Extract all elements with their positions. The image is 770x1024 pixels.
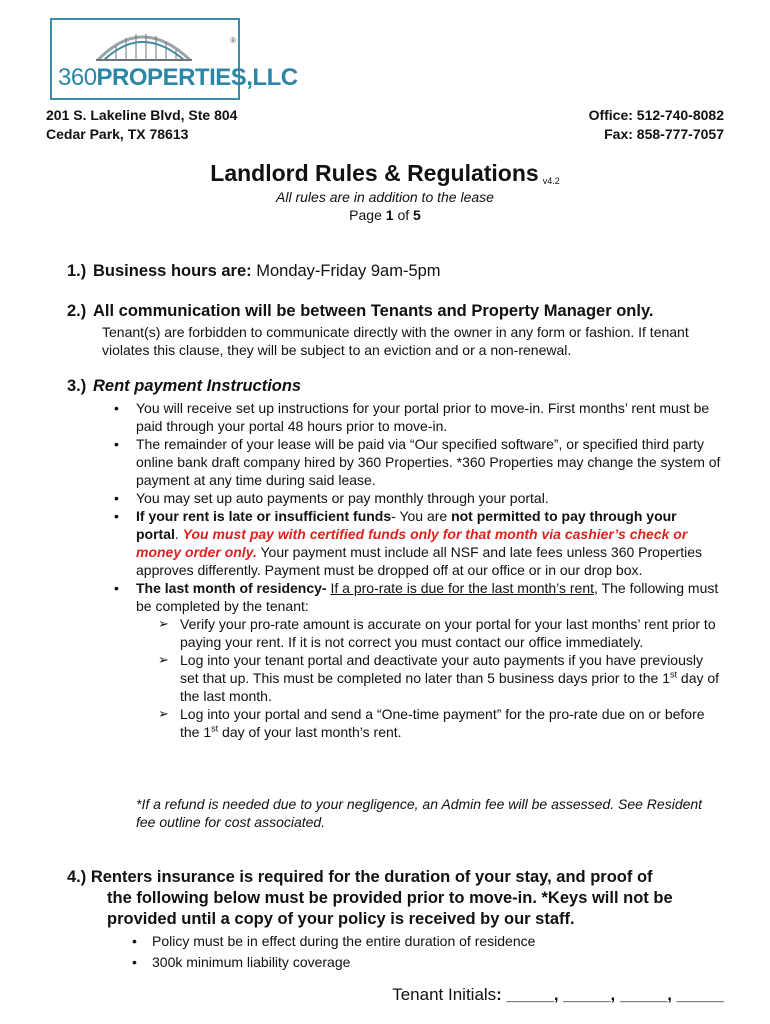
page-of: of xyxy=(393,207,414,223)
not-permitted-text: not permitted to pay through your portal xyxy=(136,508,677,542)
section-2-body: Tenant(s) are forbidden to communicate directly with the owner in any form or fashion. If tenant violates this clause, they will be subject to an eviction and or a non-renewal. xyxy=(102,324,689,358)
rent-payment-list xyxy=(112,399,722,741)
step-text: Verify your pro-rate amount is accurate on your portal for your last months’ rent prior to paying your rent. If it is not correct you must contact our office immediately. xyxy=(180,616,716,650)
list-item-text: You may set up auto payments or pay monthly through your portal. xyxy=(136,490,549,506)
section-2-heading xyxy=(67,302,653,321)
section-number: 2.) xyxy=(67,302,87,320)
address-line-1: 201 S. Lakeline Blvd, Ste 804 xyxy=(46,107,238,123)
page-total: 5 xyxy=(413,207,421,223)
section-1-heading xyxy=(67,262,441,281)
ordinal-suffix: st xyxy=(211,723,219,734)
refund-note: *If a refund is needed due to your negligence, an Admin fee will be assessed. See Resident fee outline for cost associated. xyxy=(136,796,703,830)
list-item xyxy=(112,579,722,741)
section-label: Rent payment Instructions xyxy=(93,377,302,395)
section-number: 3.) xyxy=(67,377,87,395)
step-item xyxy=(158,615,722,651)
certified-funds-warning: You must pay with certified funds only for that month via cashier’s check or money order only. xyxy=(136,526,688,560)
business-hours-value: Monday-Friday 9am-5pm xyxy=(251,262,441,280)
page-title: Landlord Rules & Regulations xyxy=(210,160,539,186)
list-item-text: - You are xyxy=(391,508,452,524)
prorate-condition: If a pro-rate is due for the last month’s rent xyxy=(330,580,595,596)
last-month-label: The last month of residency- xyxy=(136,580,327,596)
list-item xyxy=(112,489,722,507)
list-item xyxy=(112,507,722,579)
step-text: Log into your tenant portal and deactivate your auto payments if you have previously set that up. This must be completed no later than 5 business days prior to the 1 xyxy=(180,652,703,686)
tenant-initials xyxy=(392,985,724,1005)
late-rent-label: If your rent is late or insufficient funds xyxy=(136,508,392,524)
registered-mark: ® xyxy=(230,36,236,45)
initials-blanks[interactable]: _____, _____, _____, _____ xyxy=(501,985,724,1004)
page-indicator xyxy=(0,207,770,223)
contact-block xyxy=(589,106,724,144)
section-4-rest: the following below must be provided prior to move-in. *Keys will not be provided until a copy of your policy is received by our staff. xyxy=(107,889,673,928)
logo-wordmark xyxy=(58,64,298,92)
version-label: v4.2 xyxy=(542,176,560,186)
initials-colon: : xyxy=(496,985,502,1004)
title-block xyxy=(0,160,770,187)
office-phone: Office: 512-740-8082 xyxy=(588,107,724,123)
page-prefix: Page xyxy=(349,207,386,223)
logo-name: PROPERTIES,LLC xyxy=(96,64,298,91)
last-month-steps xyxy=(158,615,722,741)
list-item-text: 300k minimum liability coverage xyxy=(152,954,351,970)
bridge-logo-icon xyxy=(94,20,194,64)
company-logo xyxy=(50,18,298,100)
subtitle: All rules are in addition to the lease xyxy=(276,189,494,205)
step-item xyxy=(158,705,722,741)
initials-label: Tenant Initials xyxy=(392,985,497,1004)
section-label: All communication will be between Tenants and Property Manager only. xyxy=(93,302,654,320)
list-item xyxy=(112,399,722,435)
list-item-text: Your payment must include all NSF and late fees unless 360 Properties approves differently. Payment must be dropped off at our office or in our drop box. xyxy=(136,544,702,578)
section-4-first-line: 4.) Renters insurance is required for the duration of your stay, and proof of xyxy=(67,868,653,886)
list-item-text: The remainder of your lease will be paid via “Our specified software”, or specified third party online bank draft company hired by 360 Properties. *360 Properties may change the system of payment at any time during said lease. xyxy=(136,436,721,488)
list-item-text: , The following must be completed by the tenant: xyxy=(136,580,719,614)
step-text: day of your last month’s rent. xyxy=(218,724,402,740)
section-4-heading xyxy=(67,867,727,930)
address-block xyxy=(46,106,237,144)
list-item xyxy=(112,435,722,489)
section-number: 1.) xyxy=(67,262,87,280)
page-current: 1 xyxy=(385,207,394,223)
step-text: Log into your portal and send a “One-time payment” for the pro-rate due on or before the 1 xyxy=(180,706,705,740)
section-label: Business hours are: xyxy=(93,262,252,280)
list-item-text: Policy must be in effect during the entire duration of residence xyxy=(152,933,536,949)
step-text: day of the last month. xyxy=(180,670,720,704)
fax-number: Fax: 858-777-7057 xyxy=(604,126,724,142)
ordinal-suffix: st xyxy=(670,669,678,680)
list-item-text: You will receive set up instructions for your portal prior to move-in. First months’ rent must be paid through your portal 48 hours prior to move-in. xyxy=(136,400,710,434)
list-item-text: . xyxy=(174,526,183,542)
insurance-list xyxy=(130,931,690,973)
list-item xyxy=(130,931,690,952)
address-line-2: Cedar Park, TX 78613 xyxy=(46,126,189,142)
logo-number: 360 xyxy=(58,64,97,91)
list-item xyxy=(130,952,690,973)
step-item xyxy=(158,651,722,705)
section-3-heading xyxy=(67,377,301,396)
